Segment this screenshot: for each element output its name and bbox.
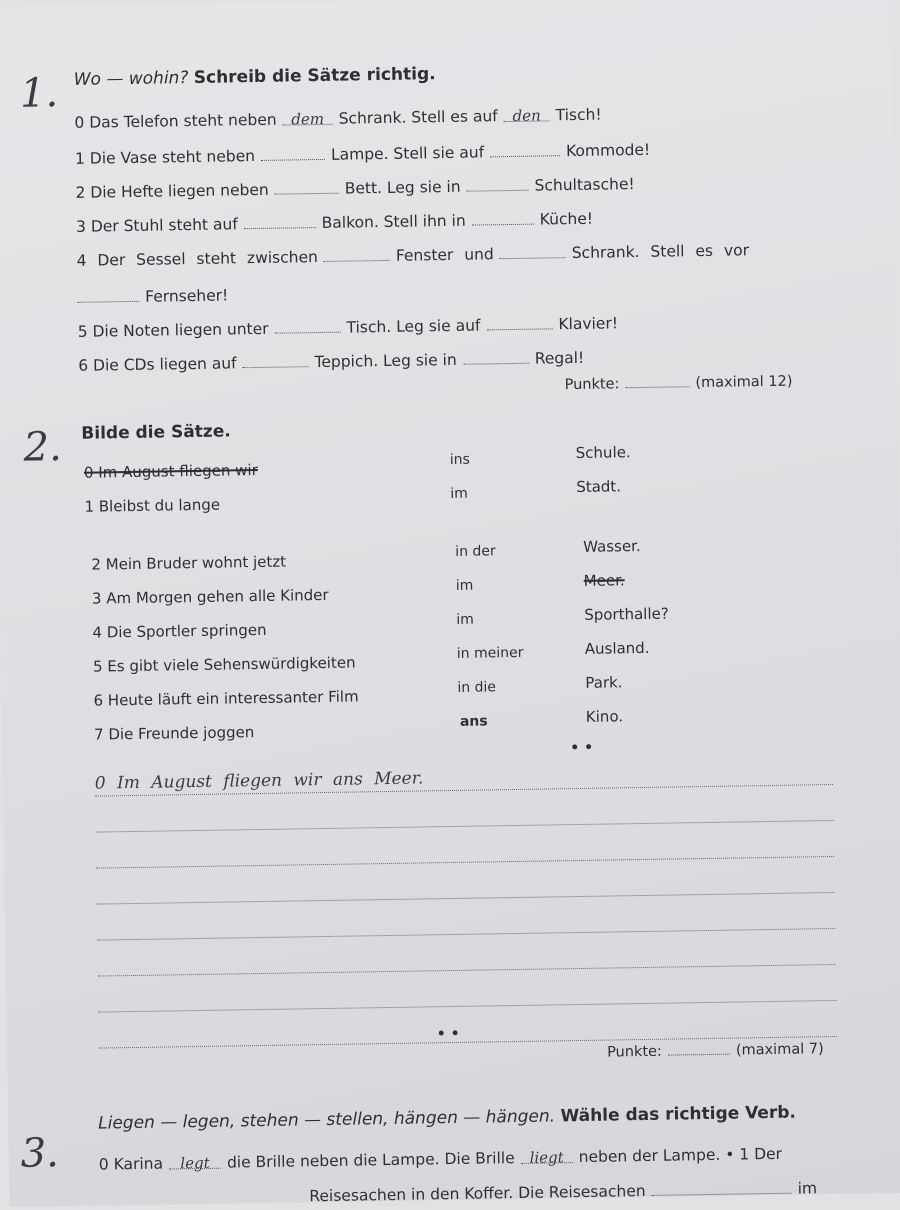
ex2-score-max: (maximal 7) — [735, 1041, 824, 1059]
ex2-dots-2: • • — [436, 1025, 460, 1043]
exercise-1-title-italic: Wo — wohin? — [73, 68, 189, 90]
ex1-line-2-blank-1[interactable] — [275, 179, 339, 195]
ex1-line-4-a: 4 Der Sessel steht zwischen — [76, 248, 319, 270]
ex2-right-0: Schule. — [575, 443, 631, 463]
ex1-line-1-a: 1 Die Vase steht neben — [74, 147, 256, 168]
ex1-line-4-end: Fernseher! — [145, 286, 229, 306]
ex2-dots: • • — [570, 739, 594, 757]
ex1-line-3-blank-1[interactable] — [244, 213, 316, 229]
ex1-line-5-a: 5 Die Noten liegen unter — [77, 319, 269, 341]
ex1-line-4-continued — [77, 285, 228, 306]
ex1-line-4 — [76, 240, 749, 270]
ex1-score-label: Punkte: — [564, 376, 620, 394]
ex2-right-7: Kino. — [585, 707, 624, 726]
ex1-line-0-b: Schrank. Stell es auf — [338, 107, 498, 128]
ex1-line-5-c: Klavier! — [558, 314, 619, 334]
ex1-line-3 — [76, 209, 593, 236]
ex3-line-0-fill-1: legt — [169, 1154, 221, 1170]
ex3-line-1 — [309, 1178, 817, 1205]
ex2-middle-6: in die — [457, 679, 497, 696]
ex2-answer-line-3[interactable] — [96, 856, 834, 869]
exercise-1-title-bold: Schreib die Sätze richtig. — [193, 64, 436, 88]
ex1-line-0-c: Tisch! — [555, 105, 602, 125]
ex1-line-6 — [78, 348, 584, 375]
ex2-right-4: Sporthalle? — [584, 604, 669, 624]
ex2-middle-5: in meiner — [456, 644, 524, 662]
ex1-line-6-blank-2[interactable] — [463, 349, 529, 365]
exercise-3-title — [98, 1103, 796, 1134]
ex1-line-4-c: Schrank. Stell es vor — [571, 241, 750, 263]
ex1-score-blank[interactable] — [625, 374, 689, 388]
ex1-line-2-blank-2[interactable] — [466, 176, 528, 192]
ex1-line-0-fill-2: den — [504, 106, 550, 122]
ex2-left-1: 1 Bleibst du lange — [84, 495, 221, 516]
ex3-line-0 — [99, 1145, 782, 1174]
ex2-middle-1: im — [450, 485, 468, 502]
exercise-1-title — [74, 64, 436, 90]
ex1-line-4-blank-2[interactable] — [500, 243, 566, 259]
ex1-line-2-c: Schultasche! — [534, 175, 635, 195]
ex1-line-0 — [74, 106, 601, 132]
ex1-line-0-a: 0 Das Telefon steht neben — [74, 110, 277, 132]
ex2-left-2: 2 Mein Bruder wohnt jetzt — [91, 552, 287, 574]
exercise-2-number: 2. — [23, 424, 63, 471]
ex1-line-6-b: Teppich. Leg sie in — [314, 350, 457, 372]
ex2-answer-line-2[interactable] — [96, 820, 834, 833]
ex2-right-1: Stadt. — [576, 477, 622, 497]
ex1-line-1-b: Lampe. Stell sie auf — [330, 143, 485, 164]
ex3-line-1-text: Reisesachen in den Koffer. Die Reisesachen — [309, 1182, 646, 1206]
ex1-line-1 — [75, 140, 650, 168]
ex1-line-4-b: Fenster und — [395, 245, 494, 265]
ex2-middle-0: ins — [449, 451, 470, 468]
ex1-line-6-c: Regal! — [534, 348, 585, 368]
ex1-score — [564, 373, 792, 394]
ex1-line-1-c: Kommode! — [565, 140, 651, 161]
ex3-line-0-a: 0 Karina — [98, 1154, 164, 1174]
ex1-line-2-a: 2 Die Hefte liegen neben — [75, 180, 269, 202]
ex1-line-4-blank-3[interactable] — [77, 287, 139, 303]
ex3-line-0-b: die Brille neben die Lampe. Die Brille — [226, 1149, 515, 1172]
ex2-answer-0: 0 Im August fliegen wir ans Meer. — [94, 768, 424, 794]
ex2-answer-line-5[interactable] — [97, 928, 835, 941]
ex2-middle-2: in der — [455, 543, 496, 560]
ex2-left-7: 7 Die Freunde joggen — [93, 723, 255, 744]
ex1-line-5-blank-2[interactable] — [486, 314, 552, 330]
ex1-line-1-blank-2[interactable] — [490, 141, 560, 157]
ex1-line-2-b: Bett. Leg sie in — [344, 177, 461, 198]
ex1-line-3-a: 3 Der Stuhl steht auf — [75, 215, 238, 236]
exercise-3-number: 3. — [20, 1130, 60, 1177]
ex3-line-0-fill-2: liegt — [521, 1148, 573, 1164]
ex2-answer-line-6[interactable] — [98, 964, 836, 977]
ex1-line-4-blank-1[interactable] — [324, 246, 390, 262]
ex1-line-0-fill-1: dem — [283, 110, 333, 126]
ex2-middle-3: im — [455, 577, 474, 594]
ex1-line-1-blank-1[interactable] — [261, 145, 325, 161]
exercise-1-number: 1. — [19, 70, 59, 117]
ex2-middle-7: ans — [459, 713, 488, 730]
ex2-score — [607, 1040, 824, 1060]
ex2-answer-line-7[interactable] — [98, 1000, 836, 1013]
ex2-left-4: 4 Die Sportler springen — [92, 620, 267, 642]
ex2-left-5: 5 Es gibt viele Sehenswürdigkeiten — [92, 653, 356, 676]
ex1-line-6-blank-1[interactable] — [242, 352, 308, 368]
ex2-right-6: Park. — [585, 673, 623, 692]
ex1-line-2 — [75, 174, 634, 202]
ex3-line-1-end: im — [797, 1179, 818, 1198]
ex3-line-0-c: neben der Lampe. • 1 Der — [578, 1144, 783, 1167]
ex1-line-3-b: Balkon. Stell ihn in — [321, 211, 466, 232]
ex1-line-5-b: Tisch. Leg sie auf — [346, 316, 481, 337]
ex2-middle-4: im — [456, 611, 474, 628]
exercise-3-title-italic: Liegen — legen, stehen — stellen, hängen — hängen. — [98, 1106, 556, 1134]
ex2-answer-line-4[interactable] — [97, 892, 835, 905]
ex1-score-max: (maximal 12) — [695, 373, 793, 392]
ex2-right-3: Meer. — [583, 571, 625, 590]
ex2-left-0: 0 Im August fliegen wir — [83, 461, 258, 482]
ex1-line-6-a: 6 Die CDs liegen auf — [78, 354, 237, 375]
ex3-line-1-blank[interactable] — [651, 1179, 791, 1196]
ex2-score-blank[interactable] — [668, 1042, 730, 1056]
ex1-line-3-blank-2[interactable] — [472, 210, 534, 226]
ex2-right-5: Ausland. — [584, 638, 650, 658]
ex1-line-3-c: Küche! — [539, 209, 594, 229]
ex2-left-3: 3 Am Morgen gehen alle Kinder — [91, 585, 329, 608]
ex2-right-2: Wasser. — [583, 536, 641, 556]
exercise-2-title: Bilde die Sätze. — [81, 421, 231, 444]
ex2-left-6: 6 Heute läuft ein interessanter Film — [93, 687, 359, 710]
exercise-3-title-bold: Wähle das richtige Verb. — [560, 1102, 797, 1127]
ex1-line-5-blank-1[interactable] — [274, 318, 340, 334]
ex1-line-5 — [78, 313, 619, 340]
ex2-score-label: Punkte: — [607, 1043, 663, 1061]
